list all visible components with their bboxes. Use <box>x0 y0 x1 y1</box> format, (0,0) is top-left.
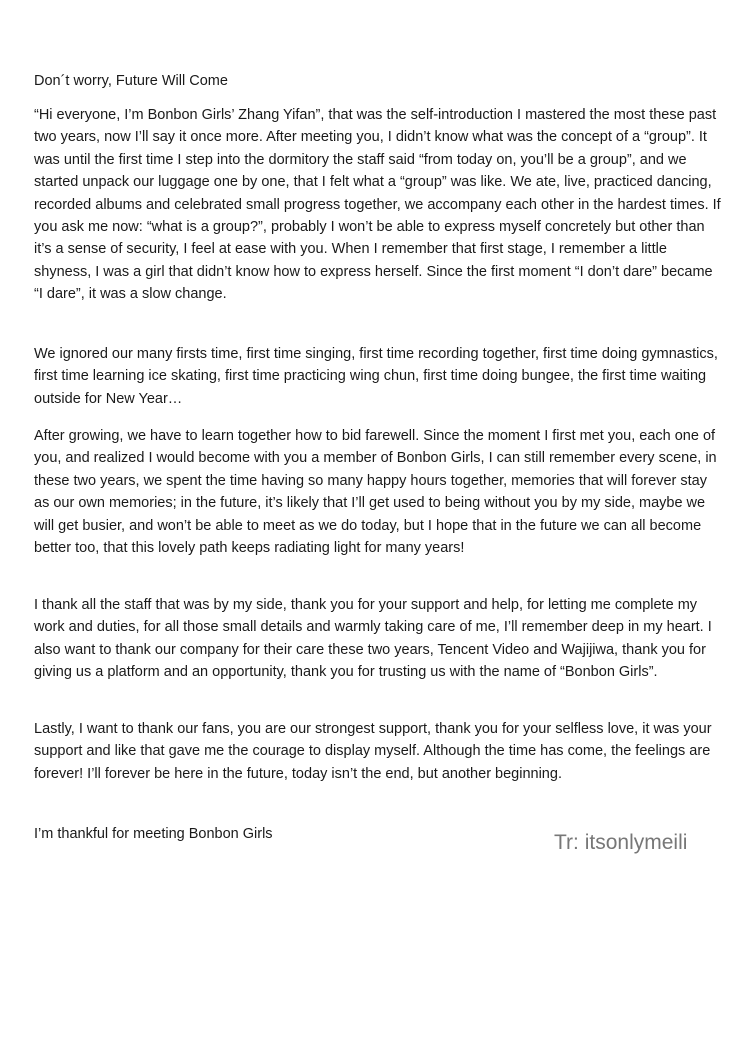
paragraph-farewell: After growing, we have to learn together how to bid farewell. Since the moment I first met you, each one of you, and realized I would become with you a member of Bonbon Girls, I can still remember every scene, in these two years, we spent the time having so many happy hours together, memories that will forever stay as our own memories; in the future, it’s likely that I’ll get used to being without you by my side, maybe we will get busier, and won’t be able to meet as we do today, but I hope that in the future we can all become better too, that this lovely path keeps radiating light for many years! <box>34 428 717 557</box>
paragraph-thanks-fans: Lastly, I want to thank our fans, you are our strongest support, thank you for your selfless love, it was your support and like that gave me the courage to display myself. Although the time has come, the feelings are forever! I’ll forever be here in the future, today isn’t the end, but another beginning. <box>34 721 712 782</box>
paragraph-closing: I’m thankful for meeting Bonbon Girls <box>34 826 273 842</box>
paragraph-self-introduction: “Hi everyone, I’m Bonbon Girls’ Zhang Yifan”, that was the self-introduction I mastered the most these past two years, now I’ll say it once more. After meeting you, I didn’t know what was the concept of a “group”. It was until the first time I step into the dormitory the staff said “from today on, you’ll be a group”, and we started unpack our luggage one by one, that I felt what a “group” was like. We ate, live, practiced dancing, recorded albums and celebrated small progress together, we accompany each other in the hardest times. If you ask me now: “what is a group?”, probably I won’t be able to express myself concretely but other than it’s a sense of security, I feel at ease with you. When I remember that first stage, I remember a little shyness, I was a girl that didn’t know how to express herself. Since the first moment “I don’t dare” became “I dare”, it was a slow change. <box>34 107 721 303</box>
translator-credit: Tr: itsonlymeili <box>554 831 688 854</box>
document-title: Don´t worry, Future Will Come <box>34 73 228 89</box>
paragraph-thanks-staff: I thank all the staff that was by my side, thank you for your support and help, for letting me complete my work and duties, for all those small details and warmly taking care of me, I’ll remember deep in my heart. I also want to thank our company for their care these two years, Tencent Video and Wajijiwa, thank you for giving us a platform and an opportunity, thank you for trusting us with the name of “Bonbon Girls”. <box>34 597 712 681</box>
paragraph-first-times: We ignored our many firsts time, first time singing, first time recording together, first time doing gymnastics, first time learning ice skating, first time practicing wing chun, first time doing bungee, the first time waiting outside for New Year… <box>34 346 718 407</box>
